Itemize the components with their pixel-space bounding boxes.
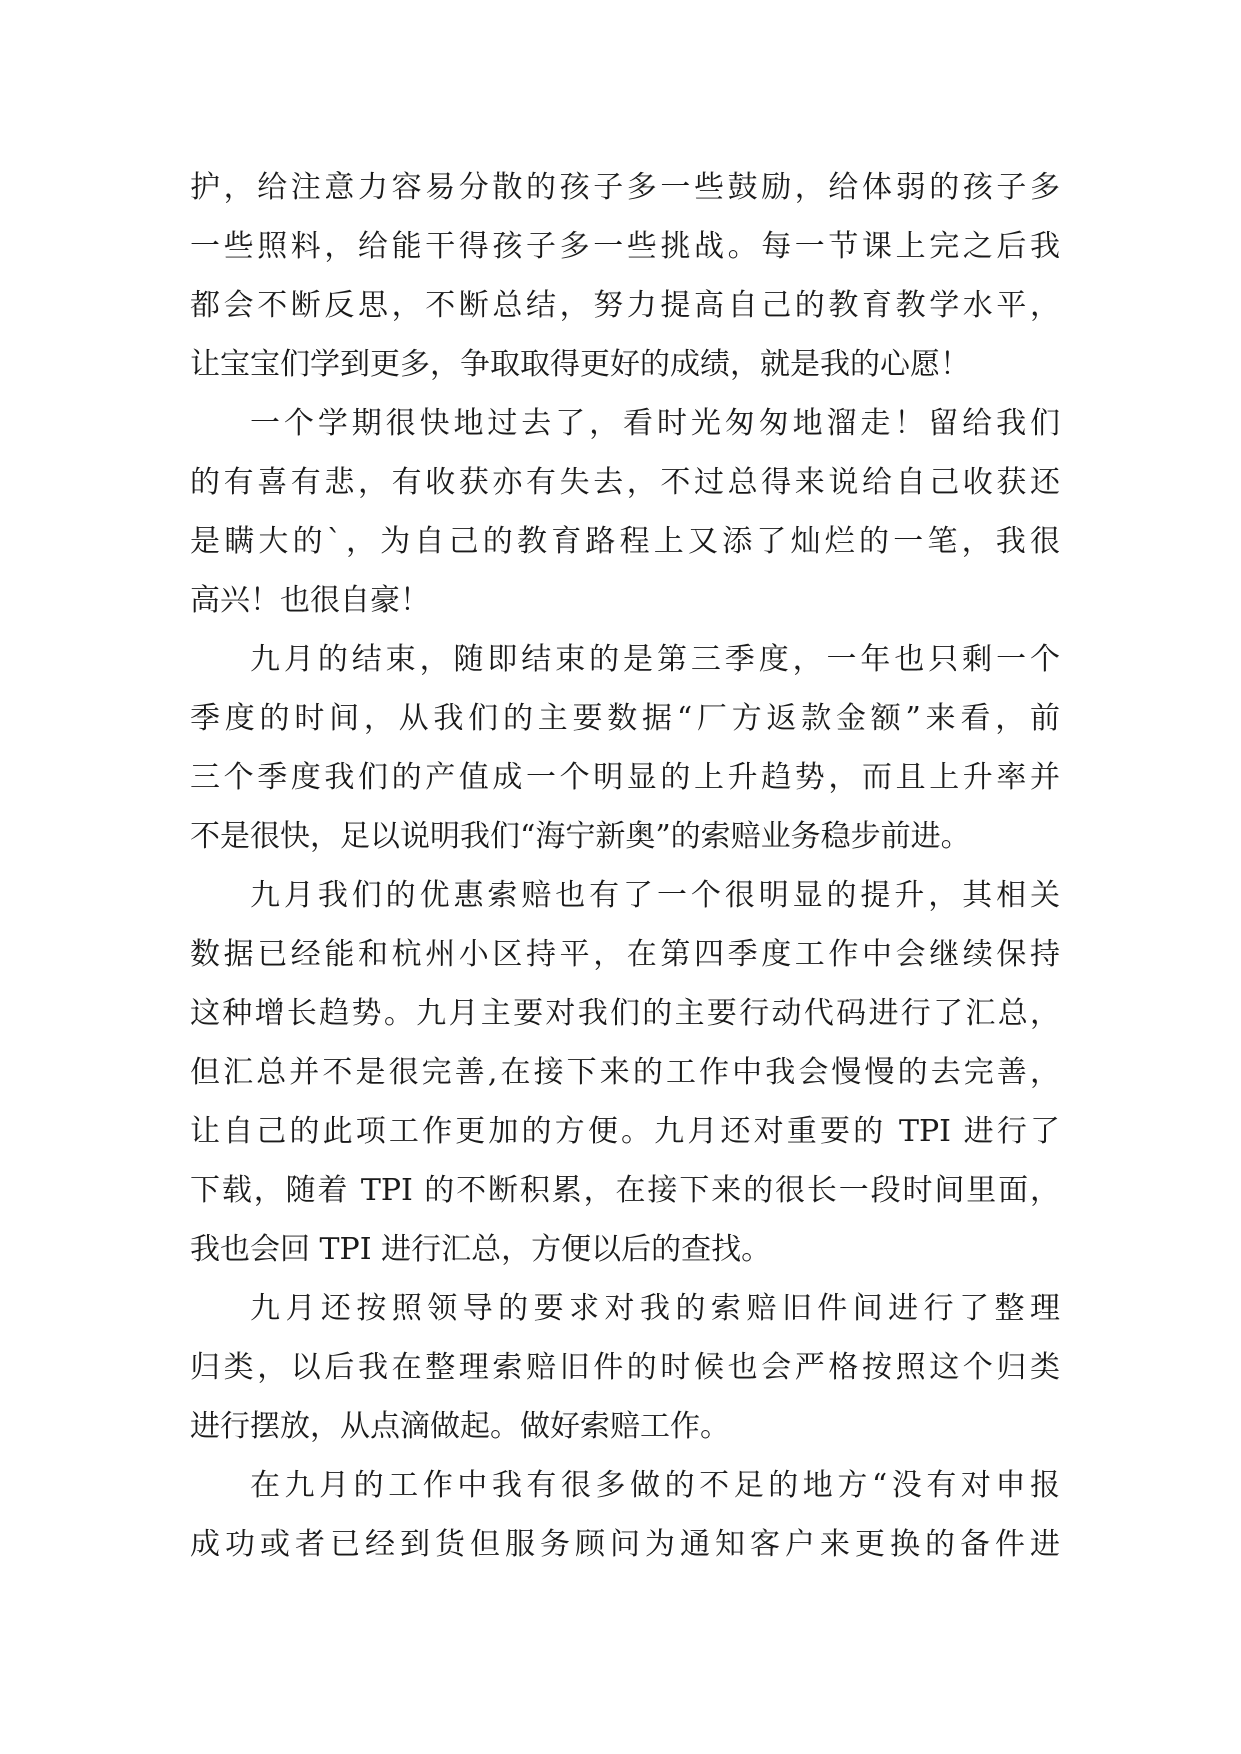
text-line: 进行摆放，从点滴做起。做好索赔工作。	[190, 1409, 730, 1444]
paragraph-first-line: 九月还按照领导的要求对我的索赔旧件间进行了整理	[250, 1291, 1060, 1326]
text-line: 我也会回 TPI 进行汇总，方便以后的查找。	[190, 1232, 772, 1267]
text-line: 季度的时间，从我们的主要数据“厂方返款金额”来看，前	[190, 701, 1060, 736]
text-line: 三个季度我们的产值成一个明显的上升趋势，而且上升率并	[190, 760, 1060, 795]
text-line: 成功或者已经到货但服务顾问为通知客户来更换的备件进	[190, 1527, 1060, 1562]
document-body	[190, 158, 1060, 1574]
text-line: 让宝宝们学到更多，争取取得更好的成绩，就是我的心愿！	[190, 347, 970, 382]
text-line: 但汇总并不是很完善,在接下来的工作中我会慢慢的去完善，	[190, 1055, 1060, 1090]
text-line: 是瞒大的`，为自己的教育路程上又添了灿烂的一笔，我很	[190, 524, 1060, 559]
paragraph-first-line: 九月我们的优惠索赔也有了一个很明显的提升，其相关	[250, 878, 1060, 913]
text-line: 一些照料，给能干得孩子多一些挑战。每一节课上完之后我	[190, 229, 1060, 264]
text-line: 数据已经能和杭州小区持平，在第四季度工作中会继续保持	[190, 937, 1060, 972]
text-line: 不是很快，足以说明我们“海宁新奥”的索赔业务稳步前进。	[190, 819, 971, 854]
paragraph-first-line: 九月的结束，随即结束的是第三季度，一年也只剩一个	[250, 642, 1060, 677]
text-line: 这种增长趋势。九月主要对我们的主要行动代码进行了汇总，	[190, 996, 1060, 1031]
text-line: 护，给注意力容易分散的孩子多一些鼓励，给体弱的孩子多	[190, 170, 1060, 205]
paragraph-first-line: 一个学期很快地过去了，看时光匆匆地溜走！留给我们	[250, 406, 1060, 441]
text-line: 高兴！也很自豪！	[190, 583, 430, 618]
text-line: 下载，随着 TPI 的不断积累，在接下来的很长一段时间里面，	[190, 1173, 1060, 1208]
text-line: 的有喜有悲，有收获亦有失去，不过总得来说给自己收获还	[190, 465, 1060, 500]
paragraph-first-line: 在九月的工作中我有很多做的不足的地方“没有对申报	[250, 1468, 1060, 1503]
text-line: 都会不断反思，不断总结，努力提高自己的教育教学水平，	[190, 288, 1060, 323]
text-line: 归类，以后我在整理索赔旧件的时候也会严格按照这个归类	[190, 1350, 1060, 1385]
text-line: 让自己的此项工作更加的方便。九月还对重要的 TPI 进行了	[190, 1114, 1060, 1149]
